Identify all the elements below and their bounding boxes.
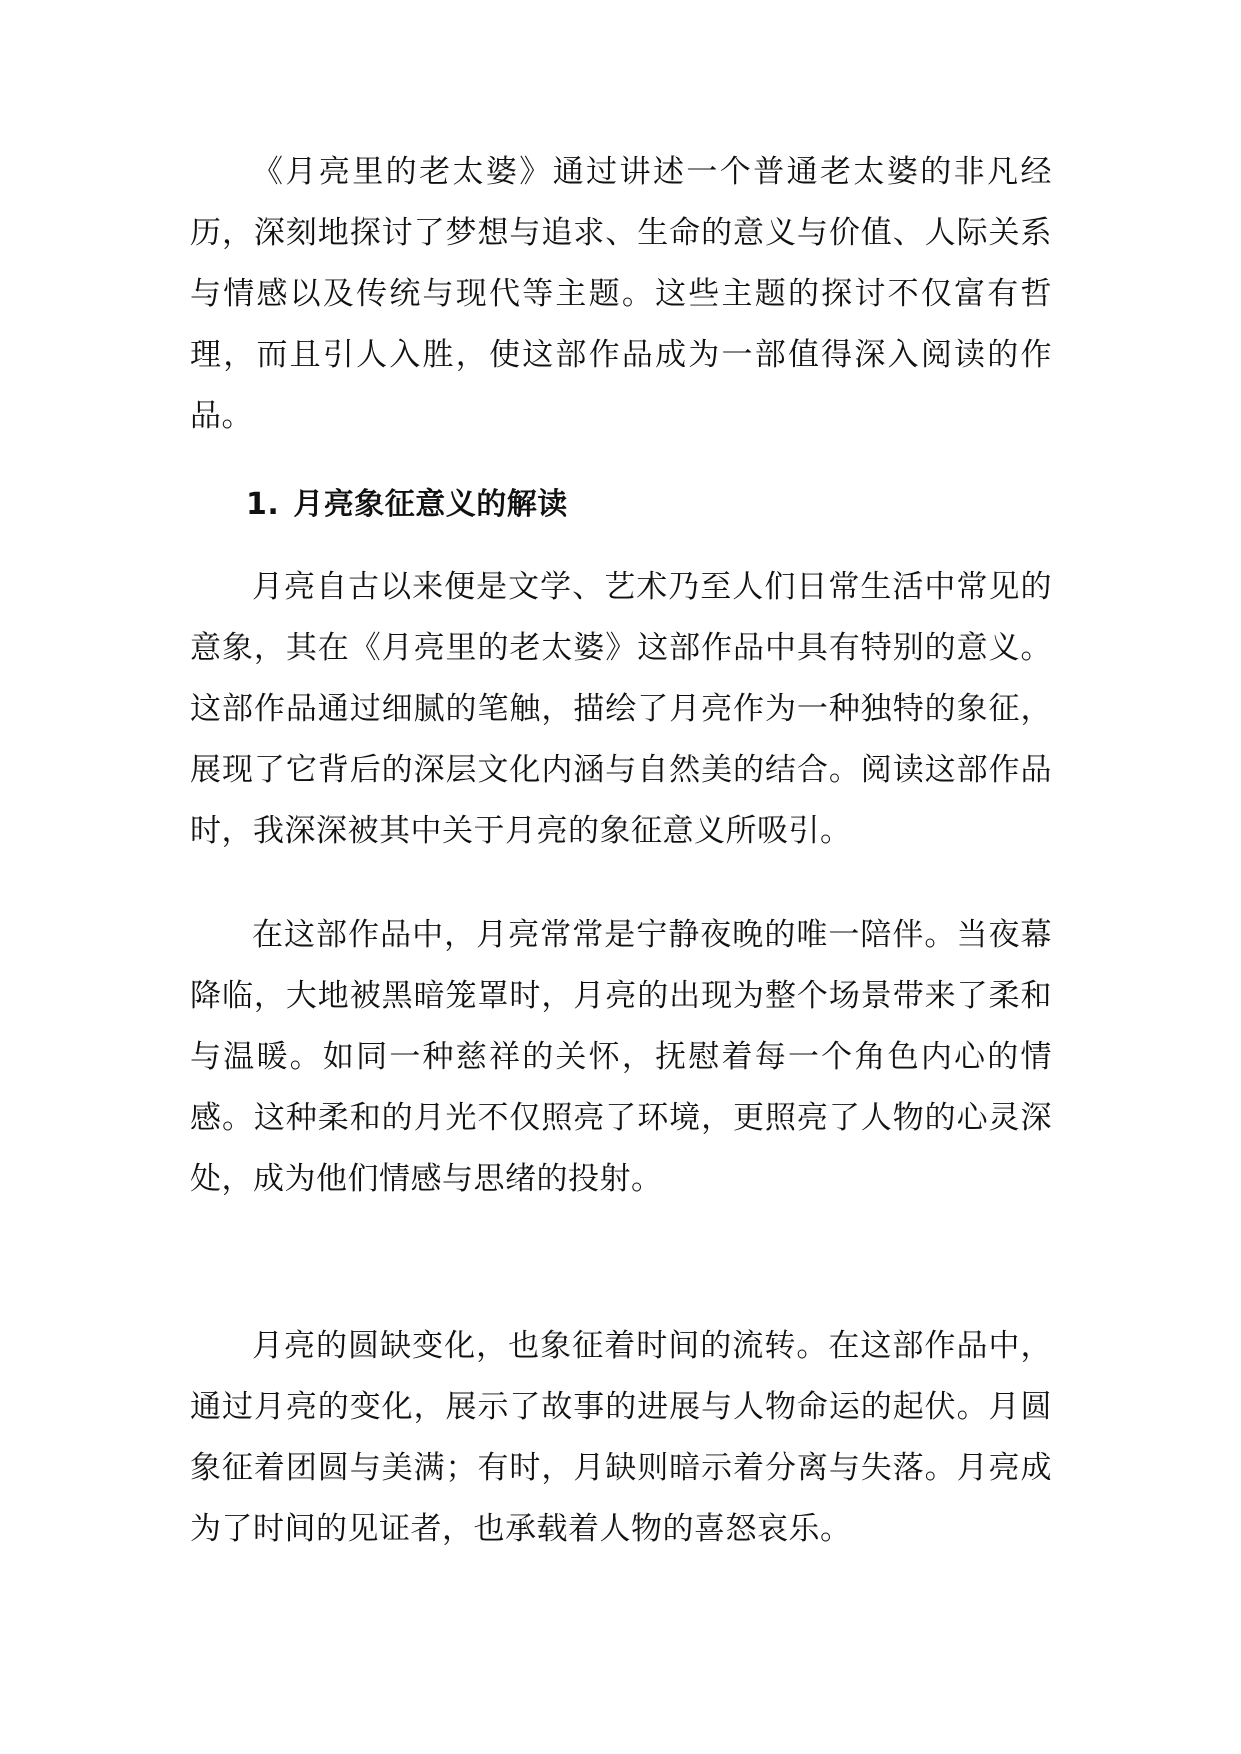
symbolism-paragraph: 月亮自古以来便是文学、艺术乃至人们日常生活中常见的意象，其在《月亮里的老太婆》这部作品中具有特别的意义。这部作品通过细腻的笔触，描绘了月亮作为一种独特的象征，展现了它背后的深层文化内涵与自然美的结合。阅读这部作品时，我深深被其中关于月亮的象征意义所吸引。	[190, 569, 1052, 849]
phases-paragraph-block	[190, 1316, 1052, 1560]
phases-paragraph: 月亮的圆缺变化，也象征着时间的流转。在这部作品中，通过月亮的变化，展示了故事的进展与人物命运的起伏。月圆象征着团圆与美满；有时，月缺则暗示着分离与失落。月亮成为了时间的见证者，也承载着人物的喜怒哀乐。	[190, 1328, 1052, 1547]
symbolism-paragraph-block	[190, 557, 1052, 862]
intro-paragraph-block	[190, 142, 1052, 447]
section-heading	[246, 474, 568, 535]
section-title: 月亮象征意义的解读	[293, 487, 568, 522]
companion-paragraph-block	[190, 905, 1052, 1210]
intro-paragraph: 《月亮里的老太婆》通过讲述一个普通老太婆的非凡经历，深刻地探讨了梦想与追求、生命的意义与价值、人际关系与情感以及传统与现代等主题。这些主题的探讨不仅富有哲理，而且引人入胜，使这部作品成为一部值得深入阅读的作品。	[190, 154, 1052, 434]
companion-paragraph: 在这部作品中，月亮常常是宁静夜晚的唯一陪伴。当夜幕降临，大地被黑暗笼罩时，月亮的出现为整个场景带来了柔和与温暖。如同一种慈祥的关怀，抚慰着每一个角色内心的情感。这种柔和的月光不仅照亮了环境，更照亮了人物的心灵深处，成为他们情感与思绪的投射。	[190, 917, 1052, 1197]
section-number: 1.	[246, 487, 280, 522]
